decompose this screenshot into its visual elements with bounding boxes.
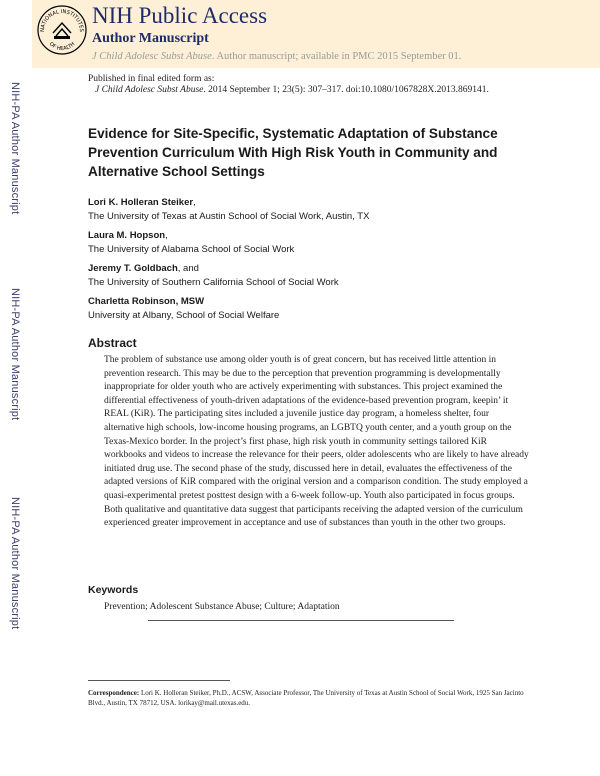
author-1-name-line: [88, 197, 196, 209]
nih-public-access-title: NIH Public Access: [92, 3, 268, 28]
abstract-text: The problem of substance use among older youth is of great concern, but has received little attention in prevention research. This may be due to the perception that prevention programming is developmentally inappropriate for older youth who are actively experimenting with substances. This project examined the differential effectiveness of youth-driven adaptations of the evidence-based prevention program, keepin’ it REAL (KiR). The participating sites included a juvenile justice day program, a homeless shelter, four alternative high schools, low-income housing programs, an LGBTQ youth center, and a youth group on the Texas-Mexico border. In the project’s first phase, high risk youth in community settings tailored KiR workbooks and videos to increase the relevance for their peers, older adolescents who are likely to have already initiated drug use. The second phase of the study, discussed here in detail, evaluates the effectiveness of the adapted versions of KiR compared with the original version and a comparison condition. The study employed a quasi-experimental pretest posttest design with a 6-week follow-up. Youth also participated in focus groups. Both qualitative and quantitative data suggest that participants receiving the adapted version of the curriculum experienced greater improvement in acceptance and use of substances than youth in the other two groups.: [104, 355, 529, 529]
abstract-heading: Abstract: [88, 336, 137, 350]
nih-seal-logo: [36, 3, 88, 55]
author-manuscript-label: Author Manuscript: [92, 31, 209, 46]
published-journal: J Child Adolesc Subst Abuse: [95, 85, 204, 95]
correspondence-footnote: [88, 689, 538, 708]
sidebar-label-2-text: NIH-PA Author Manuscript: [9, 288, 21, 421]
keywords-text: Prevention; Adolescent Substance Abuse; Culture; Adaptation: [104, 602, 340, 612]
sidebar-label-3: [8, 497, 22, 657]
header-citation: [92, 50, 461, 63]
author-4-name-line: [88, 296, 204, 308]
logo-text-bottom: OF HEALTH: [47, 41, 77, 53]
published-details: . 2014 September 1; 23(5): 307–317. doi:10.1080/1067828X.2013.869141.: [203, 85, 489, 95]
keywords-heading: Keywords: [88, 584, 139, 596]
sidebar-label-1: [8, 82, 22, 242]
section-divider: [148, 620, 454, 621]
author-4-affiliation: University at Albany, School of Social Welfare: [88, 310, 280, 321]
author-2-sep: ,: [165, 230, 168, 241]
header-citation-journal: J Child Adolesc Subst Abuse: [92, 51, 212, 62]
author-3-name: Jeremy T. Goldbach: [88, 263, 178, 274]
logo-text-top: NATIONAL INSTITUTES: [39, 8, 85, 33]
correspondence-text: Lori K. Holleran Steiker, Ph.D., ACSW, Associate Professor, The University of Texas at Austin School of Social Work, 1925 San Jacinto Blvd., Austin, TX 78712, USA. lorikay@mail.utexas.edu.: [88, 689, 524, 707]
footnote-divider: [88, 680, 230, 681]
author-2-name-line: [88, 230, 168, 242]
correspondence-label: Correspondence:: [88, 689, 140, 697]
author-2-name: Laura M. Hopson: [88, 230, 166, 241]
published-citation: [95, 84, 489, 96]
sidebar-label-2: [8, 288, 22, 448]
author-1-affiliation: The University of Texas at Austin School of Social Work, Austin, TX: [88, 211, 370, 222]
author-2-affiliation: The University of Alabama School of Social Work: [88, 244, 295, 255]
published-intro: Published in final edited form as:: [88, 74, 215, 84]
sidebar-label-3-text: NIH-PA Author Manuscript: [9, 497, 21, 630]
sidebar-label-1-text: NIH-PA Author Manuscript: [9, 82, 21, 215]
author-1-sep: ,: [193, 197, 196, 208]
author-1-name: Lori K. Holleran Steiker: [88, 197, 194, 208]
author-3-name-line: [88, 263, 199, 275]
author-3-sep: , and: [177, 263, 199, 274]
article-title: Evidence for Site-Specific, Systematic Adaptation of Substance Prevention Curriculum With High Risk Youth in Community and Alternative School Settings: [88, 126, 498, 179]
author-4-name: Charletta Robinson, MSW: [88, 296, 205, 307]
header-citation-rest: . Author manuscript; available in PMC 2015 September 01.: [211, 51, 462, 62]
author-3-affiliation: The University of Southern California School of Social Work: [88, 277, 339, 288]
svg-text:OF HEALTH: [48, 41, 76, 52]
